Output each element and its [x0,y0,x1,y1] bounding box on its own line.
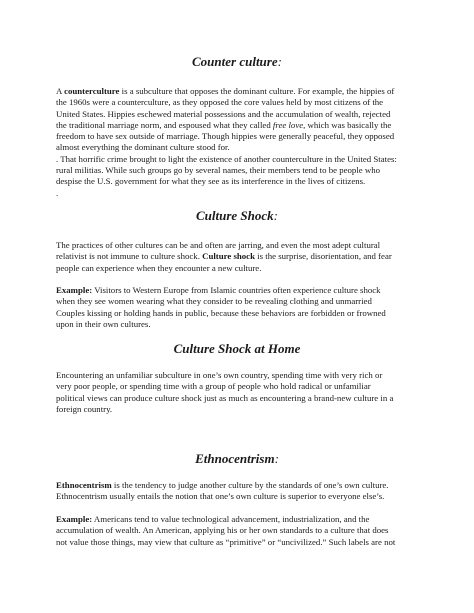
text-line: accumulation of wealth. An American, applying his or her own standards to a culture that does [56,525,389,536]
text-line [56,251,424,262]
term-counterculture: counterculture [64,86,120,96]
text-line: very poor people, or spending time with a group of people who hold radical or unfamiliar [56,381,371,392]
heading-culture-shock-at-home: Culture Shock at Home [173,341,301,356]
heading-ethnocentrism [0,451,474,467]
text-line: . That horrific crime brought to light the existence of another counterculture in the United States: [56,153,397,164]
text-run: , which was basically the [303,119,392,130]
text-line: almost everything the dominant culture stood for. [56,142,230,153]
text-run: is the surprise, disorientation, and fear [254,251,392,262]
text-run: A [56,86,65,96]
text-line [56,285,424,296]
text-line: not value those things, may view that culture as “primitive” or “uncivilized.” Such labels are not [56,536,396,547]
text-line: when they see women wearing what they consider to be revealing clothing and unmarried [56,296,372,307]
heading-culture-shock-colon: : [273,208,278,223]
ethnocentrism-paragraph [56,480,424,503]
text-line: The practices of other cultures can be and often are jarring, and even the most adept cultural [56,240,381,250]
text-line: despise the U.S. government for what they see as its interference in the lives of citizens. [56,176,366,187]
text-line: Ethnocentrism usually entails the notion that one’s own culture is superior to everyone else’s. [56,491,385,502]
text-run: Americans tend to value technological advancement, industrialization, and the [92,514,370,524]
ethnocentrism-example [56,514,424,548]
term-free-love: free love [272,119,304,130]
example-label: Example: [56,514,93,524]
text-line [56,120,424,131]
heading-counter-culture-text: Counter culture [192,54,278,69]
culture-shock-paragraph [56,240,424,274]
term-culture-shock: Culture shock [202,251,255,262]
heading-counter-culture [0,54,474,70]
text-line [56,86,424,97]
text-line: United States. Hippies eschewed material possessions and the accumulation of wealth, rejected [56,108,391,119]
example-label: Example: [56,285,93,295]
text-line: . [56,187,59,198]
term-ethnocentrism: Ethnocentrism [56,480,112,490]
text-line: rural militias. While such groups go by several names, their members tend to be people who [56,165,381,176]
heading-culture-shock [0,208,474,224]
text-line [56,514,424,525]
text-run: is the tendency to judge another culture by the standards of one’s own culture. [111,480,389,490]
heading-ethnocentrism-colon: : [274,451,279,466]
text-run: relativist is not immune to culture shock. [56,251,203,262]
text-line: political views can produce culture shock just as much as encountering a brand-new culture in a [56,392,394,403]
text-line: Encountering an unfamiliar subculture in one’s own country, spending time with very rich or [56,370,383,380]
heading-culture-shock-text: Culture Shock [195,208,274,223]
text-line [56,480,424,491]
heading-counter-culture-colon: : [277,54,282,69]
heading-ethnocentrism-text: Ethnocentrism [195,451,275,466]
culture-shock-example [56,285,424,330]
text-line: foreign country. [56,403,113,414]
text-run: the traditional marriage norm, and espoused what they called [56,119,273,130]
text-line: upon in their own cultures. [56,318,151,329]
counter-culture-paragraph [56,86,424,199]
text-run: is a subculture that opposes the dominant culture. For example, the hippies of [119,86,395,96]
culture-shock-home-paragraph [56,370,424,415]
text-line: freedom to have sex outside of marriage. Though hippies were generally peaceful, they opposed [56,131,395,142]
text-line: the 1960s were a counterculture, as they opposed the core values held by most citizens of the [56,97,384,108]
text-line: people can experience when they encounter a new culture. [56,262,262,273]
text-run: Visitors to Western Europe from Islamic countries often experience culture shock [92,285,381,295]
text-line: Couples kissing or holding hands in public, because these behaviors are forbidden or frowned [56,307,386,318]
